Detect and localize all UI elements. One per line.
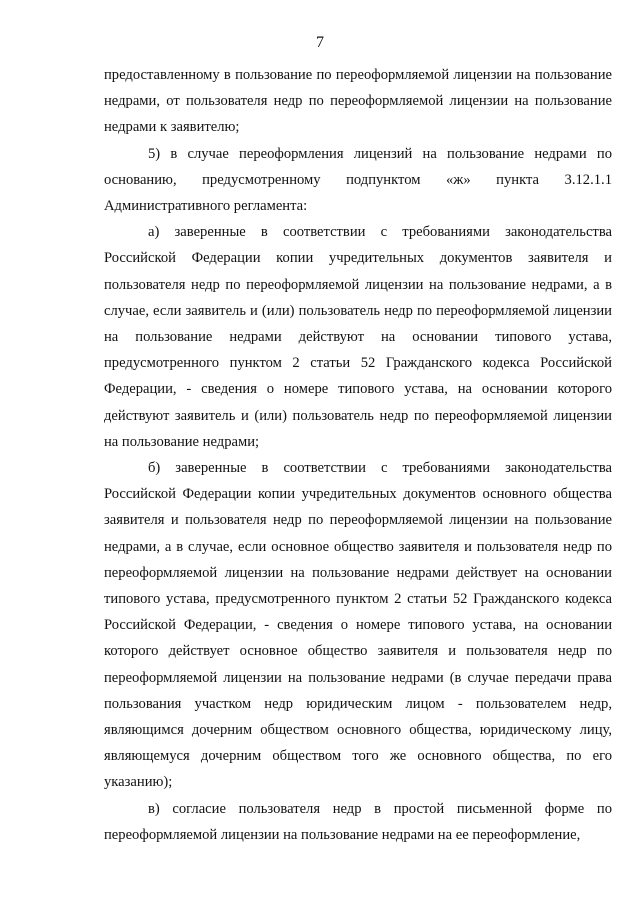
page-number: 7 <box>316 34 324 51</box>
paragraph-subitem-a: а) заверенные в соответствии с требованиями законодательства Российской Федерации копии учредительных документов заявителя и пользователя недр по переоформляемой лицензии на пользование недрами, а в случае, если заявитель и (или) пользователь недр по переоформляемой лицензии на пользование недрами действуют на основании типового устава, предусмотренного пунктом 2 статьи 52 Гражданского кодекса Российской Федерации, - сведения о номере типового устава, на основании которого действуют заявитель и (или) пользователь недр по переоформляемой лицензии на пользование недрами; <box>104 224 612 450</box>
paragraph-item-5: 5) в случае переоформления лицензий на пользование недрами по основанию, предусмотренному подпунктом «ж» пункта 3.12.1.1 Административного регламента: <box>104 145 612 215</box>
paragraph-subitem-v: в) согласие пользователя недр в простой письменной форме по переоформляемой лицензии на пользование недрами на ее переоформление, <box>104 800 612 843</box>
document-body <box>104 62 612 848</box>
paragraph-continuation: предоставленному в пользование по переоформляемой лицензии на пользование недрами, от пользователя недр по переоформляемой лицензии на пользование недрами к заявителю; <box>104 67 612 136</box>
paragraph-subitem-b: б) заверенные в соответствии с требованиями законодательства Российской Федерации копии учредительных документов основного общества заявителя и пользователя недр по переоформляемой лицензии на пользование недрами, а в случае, если основное общество заявителя и пользователя недр по переоформляемой лицензии на пользование недрами действует на основании типового устава, предусмотренного пунктом 2 статьи 52 Гражданского кодекса Российской Федерации, - сведения о номере типового устава, на основании которого действует основное общество заявителя и пользователя недр по переоформляемой лицензии на пользование недрами (в случае передачи права пользования участком недр юридическим лицом - пользователем недр, являющимся дочерним обществом основного общества, юридическому лицу, являющемуся дочерним обществом того же основного общества, по его указанию); <box>104 460 612 791</box>
